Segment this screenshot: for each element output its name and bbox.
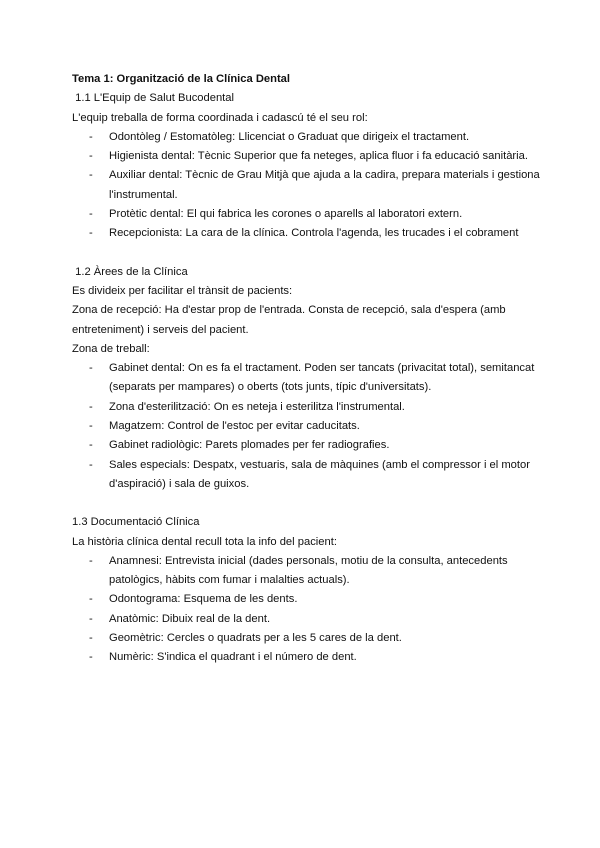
dash-bullet: - [89,150,93,163]
dash-bullet: - [89,593,93,606]
section-paragraph: Zona de recepció: Ha d'estar prop de l'entrada. Consta de recepció, sala d'espera (amb entreteniment) i serveis del pacient. [72,304,506,336]
section-heading: 1.1 L'Equip de Salut Bucodental [72,92,234,105]
dash-bullet: - [89,632,93,645]
list-item: - Geomètric: Cercles o quadrats per a les 5 cares de la dent. [72,629,542,648]
role-list [72,128,542,244]
dash-bullet: - [89,554,93,567]
list-item: - Zona d'esterilització: On es neteja i esterilitza l'instrumental. [72,398,542,417]
section-equip-salut [72,89,542,243]
section-intro: L'equip treballa de forma coordinada i cadascú té el seu rol: [72,111,368,124]
dash-bullet: - [89,208,93,221]
list-item: - Odontòleg / Estomatòleg: Llicenciat o Graduat que dirigeix el tractament. [72,128,542,147]
list-item: - Higienista dental: Tècnic Superior que fa neteges, aplica fluor i fa educació sanitària. [72,147,542,166]
list-item: - Gabinet dental: On es fa el tractament. Poden ser tancats (privacitat total), semitancat (separats per mampares) o oberts (tots junts, típic d'universitats). [72,359,542,398]
spacer [72,494,542,513]
dash-bullet: - [89,458,93,471]
area-list [72,359,542,494]
list-item: - Gabinet radiològic: Parets plomades per fer radiografies. [72,436,542,455]
list-item: - Sales especials: Despatx, vestuaris, sala de màquines (amb el compressor i el motor d'aspiració) i sala de guixos. [72,456,542,495]
document-title: Tema 1: Organització de la Clínica Dental [72,73,291,85]
section-subheading: Zona de treball: [72,342,150,355]
document-body [72,70,542,668]
list-item: - Anamnesi: Entrevista inicial (dades personals, motiu de la consulta, antecedents patològics, hàbits com fumar i malalties actuals). [72,552,542,591]
dash-bullet: - [89,420,93,433]
dash-bullet: - [89,400,93,413]
list-item: - Protètic dental: El qui fabrica les corones o aparells al laboratori extern. [72,205,542,224]
spacer [72,244,542,263]
section-heading: 1.2 Àrees de la Clínica [72,265,188,278]
dash-bullet: - [89,612,93,625]
dash-bullet: - [89,169,93,182]
list-item: - Magatzem: Control de l'estoc per evitar caducitats. [72,417,542,436]
list-item: - Auxiliar dental: Tècnic de Grau Mitjà que ajuda a la cadira, prepara materials i gestiona l'instrumental. [72,166,542,205]
list-item: - Numèric: S'indica el quadrant i el número de dent. [72,648,542,667]
list-item: - Anatòmic: Dibuix real de la dent. [72,610,542,629]
section-intro: Es divideix per facilitar el trànsit de pacients: [72,284,293,297]
section-heading: 1.3 Documentació Clínica [72,516,200,529]
dash-bullet: - [89,439,93,452]
dash-bullet: - [89,651,93,664]
list-item: - Recepcionista: La cara de la clínica. Controla l'agenda, les trucades i el cobrament [72,224,542,243]
document-list [72,552,542,668]
dash-bullet: - [89,130,93,143]
section-intro: La història clínica dental recull tota la info del pacient: [72,535,337,548]
list-item: - Odontograma: Esquema de les dents. [72,590,542,609]
section-documentacio-clinica [72,513,542,667]
section-arees-clinica [72,263,542,495]
dash-bullet: - [89,362,93,375]
dash-bullet: - [89,227,93,240]
